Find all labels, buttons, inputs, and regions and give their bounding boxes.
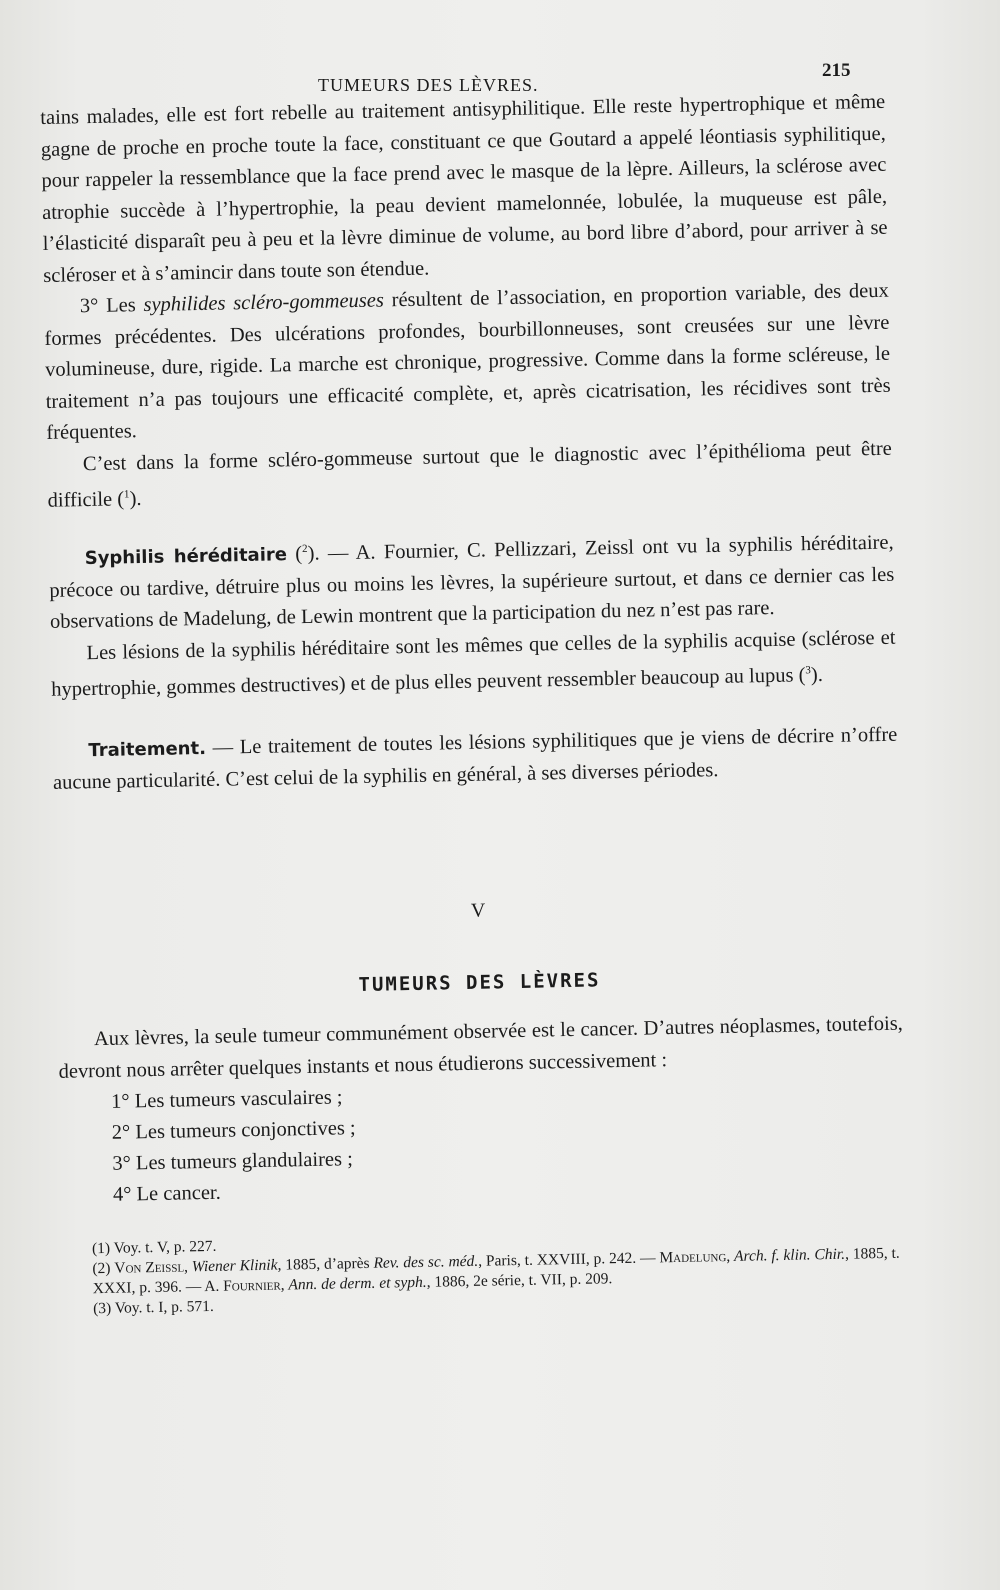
- run-in-heading-syphilis: Syphilis héréditaire: [84, 544, 288, 570]
- paragraph-sclero-gommeuses: [44, 276, 892, 450]
- running-title: TUMEURS DES LÈVRES.: [318, 75, 539, 95]
- paragraph-intro-tumeurs: Aux lèvres, la seule tumeur communément observée est le cancer. D’autres néoplasmes, toutefois, devront nous arrêter quelques instants et nous étudierons successivement :: [58, 1013, 904, 1083]
- footnote-mark: (1): [91, 1240, 111, 1258]
- term-syphilides: syphilides scléro-gommeuses: [143, 289, 385, 317]
- paragraph-text: Les lésions de la syphilis héréditaire sont les mêmes que celles de la syphilis acquise (sclérose et hypertrophie, gommes destructives) et de plus elles peuvent ressembler beaucoup au lupus (: [51, 626, 896, 701]
- footnote-author: Fournier: [223, 1277, 281, 1296]
- paragraph-text: — Le traitement de toutes les lésions syphilitiques que je viens de décrire n’offre aucune particularité. C’est celui de la syphilis en général, à ses diverses périodes.: [52, 724, 898, 794]
- list-item: 4° Le cancer.: [112, 1182, 221, 1207]
- footnote-ref: 2: [301, 543, 308, 556]
- footnote-ref: 1: [123, 488, 130, 501]
- page-number: 215: [822, 60, 851, 81]
- footnote-ref: 3: [805, 664, 811, 677]
- footnote-author: Madelung: [659, 1248, 727, 1267]
- footnote-mark: (2): [92, 1260, 111, 1278]
- section-number: V: [470, 900, 486, 923]
- paragraph-leontiasis: tains malades, elle est fort rebelle au traitement antisyphilitique. Elle reste hypertrophique et même gagne de proche en proche toute la face, constituant ce que Goutard a appelé léontiasis syphilitique, pour rappeler la ressemblance que la face prend avec le masque de la lèpre. Ailleurs, la sclérose avec atrophie succède à l’hypertrophie, la peau devient mamelonnée, lobulée, la muqueuse est pâle, l’élasticité disparaît peu à peu et la lèvre diminue de volume, au bord libre d’abord, pour arriver à se scléroser et à s’amincir dans toute son étendue.: [40, 90, 888, 287]
- list-item: 3° Les tumeurs glandulaires ;: [112, 1148, 354, 1176]
- footnote-text: Voy. t. I, p. 571.: [111, 1298, 215, 1318]
- paragraph-text: ). — A. Fournier, C. Pellizzari, Zeissl ont vu la syphilis héréditaire, précoce ou tardive, détruire plus ou moins les lèvres, la supérieure surtout, et dans ce dernier cas les observations de Madelung, de Lewin montrent que la participation du nez n’est pas rare.: [49, 531, 895, 634]
- footnote-text: Voy. t. V, p. 227.: [109, 1238, 217, 1258]
- paragraph-text-end: ).: [129, 487, 142, 511]
- footnote-journal: Arch. f. klin. Chir.: [733, 1246, 846, 1266]
- list-marker-text: 3° Les: [79, 294, 144, 318]
- footnote-text: , 1886, 2e série, t. VII, p. 209.: [426, 1270, 613, 1292]
- footnote-journal: Wiener Klinik: [191, 1257, 278, 1276]
- tumor-list: [59, 1072, 906, 1212]
- footnote-text: ,: [183, 1258, 193, 1276]
- list-item: 2° Les tumeurs conjonctives ;: [111, 1117, 356, 1145]
- paragraph-traitement: [52, 720, 898, 799]
- footnote-mark: (3): [93, 1300, 112, 1318]
- footnote-journal: Ann. de derm. et syph.: [288, 1274, 427, 1294]
- footnote-text: ,: [280, 1276, 289, 1295]
- list-item: 1° Les tumeurs vasculaires ;: [110, 1086, 343, 1114]
- footnote-journal: Rev. des sc. méd.: [373, 1253, 479, 1273]
- paragraph-text: C’est dans la forme scléro-gommeuse surtout que le diagnostic avec l’épithélioma peut être difficile (: [47, 437, 892, 512]
- page-body: [40, 87, 908, 1320]
- footnote-text: , 1885, t. XXXI, p. 396. — A.: [92, 1245, 900, 1298]
- paragraph-text-end: ).: [810, 664, 824, 687]
- footnotes: [62, 1224, 908, 1320]
- section-title: TUMEURS DES LÈVRES: [358, 969, 601, 997]
- paragraph-syphilis-hereditaire: Syphilis héréditaire ($^2$). — A. Fournier, C. Pellizzari, Zeissl ont vu la syphilis héréditaire, précoce ou tardive, détruire plus ou moins les lèvres, la supérieure surtout, et dans ce dernier cas les observations de Madelung, de Lewin montrent que la participation du nez n’est pas rare.: [49, 531, 895, 634]
- footnote-text: , 1885, d’après: [277, 1255, 374, 1275]
- paragraph-text: résultent de l’association, en proportion variable, des deux formes précédentes. Des ulcérations profondes, bourbillonneuses, sont creusées sur une lèvre volumineuse, dure, rigide. La marche est chronique, progressive. Comme dans la forme scléreuse, le traitement n’a pas toujours une efficacité complète, et, après cicatrisation, les récidives sont très fréquentes.: [44, 279, 891, 444]
- run-in-heading-traitement: Traitement.: [88, 738, 207, 762]
- footnote-text: ,: [726, 1248, 735, 1266]
- footnote-text: , Paris, t. XXVIII, p. 242. —: [478, 1249, 660, 1271]
- footnote-author: Von Zeissl: [114, 1258, 185, 1278]
